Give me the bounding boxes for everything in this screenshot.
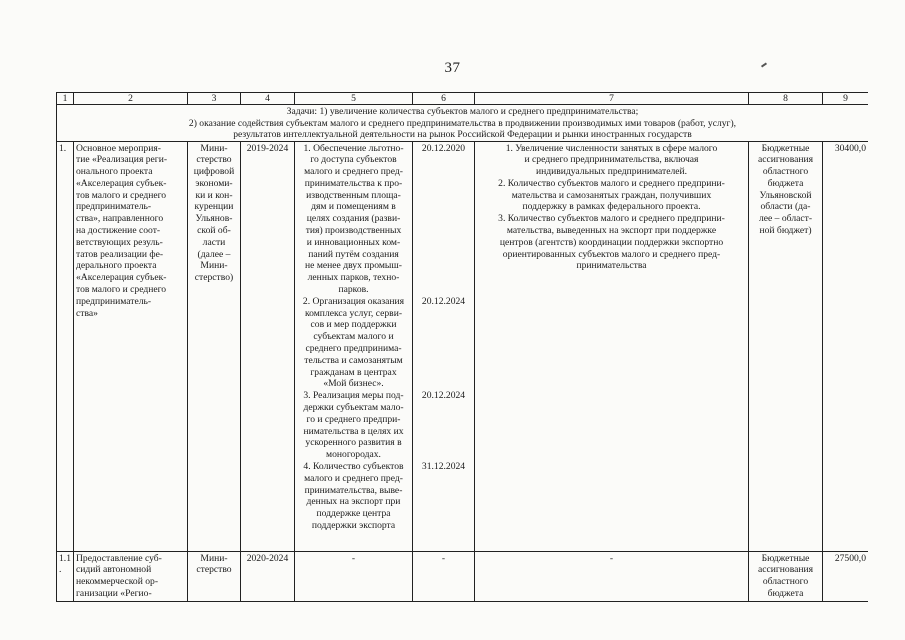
text-line: и инновационных ком- (306, 236, 401, 248)
text-line: принимательства, выве- (304, 484, 403, 496)
text-line: куренции (194, 201, 234, 213)
text-line: сидий автономной (76, 564, 152, 576)
row-number: 1. (57, 141, 74, 551)
text-line: ства» (76, 307, 98, 319)
text-line: ной бюджет) (759, 225, 812, 237)
event-date: 20.12.2020 (421, 142, 466, 154)
text-line: целях создания (разви- (306, 213, 401, 225)
event-item (297, 143, 410, 296)
text-line: и среднего предпринимательства, включая (524, 154, 699, 166)
dates-cell (413, 141, 475, 551)
measure-name (74, 141, 188, 551)
text-line: го и среднего предпри- (306, 413, 401, 425)
text-line: некоммерческой ор- (76, 576, 159, 588)
text-line: дям и помещениям в (311, 201, 396, 213)
text-line: ской об- (197, 225, 231, 237)
text-line: Бюджетные (761, 142, 810, 154)
text-line: 1. Обеспечение льготно- (303, 142, 404, 154)
text-line: среднего предпринима- (305, 343, 402, 355)
text-line: нимательства в целях их (303, 425, 404, 437)
text-line: ассигнования (757, 154, 814, 166)
text-line: цифровой (193, 166, 235, 178)
period: 2020-2024 (241, 551, 295, 601)
text-line: малого и среднего пред- (304, 166, 403, 178)
text-line: дерального проекта (76, 260, 157, 272)
tasks-line: результатов интеллектуальной деятельности на рынок Российской Федерации и рынки иностранных государств (233, 129, 692, 140)
funding-source (749, 141, 823, 551)
spacer (415, 402, 472, 461)
events-cell (295, 141, 413, 551)
text-line: (далее – (197, 248, 231, 260)
executor (188, 141, 241, 551)
column-number: 5 (295, 93, 413, 105)
text-line: ства», направленного (76, 213, 164, 225)
tasks-line: Задачи: 1) увеличение количества субъектов малого и среднего предпринимательства; (286, 106, 639, 117)
text-line: татов реализации фе- (76, 248, 164, 260)
column-number: 4 (241, 93, 295, 105)
text-line: изводственным площа- (306, 189, 401, 201)
text-line: Ульянов- (195, 213, 233, 225)
column-number: 2 (74, 93, 188, 105)
text-line: стерство) (194, 272, 234, 284)
text-line: ориентированных субъектов малого и среднего пред- (502, 248, 721, 260)
text-line: гражданам в центрах (310, 366, 397, 378)
text-line: «Мой бизнес». (323, 378, 384, 390)
spacer (415, 308, 472, 391)
text-line: бюджета (767, 587, 804, 599)
text-line: лее – област- (758, 213, 813, 225)
text-line: Мини- (200, 552, 228, 564)
event-dash: - (295, 551, 413, 601)
text-line: ки и кон- (195, 189, 233, 201)
text-line: предприниматель- (76, 295, 152, 307)
text-line: денных на экспорт при (306, 496, 401, 508)
text-line: ласти (202, 236, 226, 248)
text-line: центров (агентств) координации поддержки экспортно (499, 236, 724, 248)
column-number: 1 (57, 93, 74, 105)
funding-source (749, 551, 823, 601)
text-line: ассигнования (757, 564, 814, 576)
text-line: экономи- (195, 177, 233, 189)
date-dash: - (413, 551, 475, 601)
measure-name (74, 551, 188, 601)
text-line: не менее двух промыш- (305, 260, 402, 272)
period: 2019-2024 (241, 141, 295, 551)
text-line: Основное мероприя- (76, 142, 161, 154)
event-item (297, 390, 410, 461)
spacer (415, 154, 472, 296)
text-line: областного (762, 576, 809, 588)
table-row (57, 141, 869, 551)
text-line: индивидуальных предпринимателей. (535, 166, 688, 178)
text-line: ускоренного развития в (305, 437, 402, 449)
column-number: 7 (475, 93, 749, 105)
text-line: поддержку в рамках федерального проекта. (522, 201, 701, 213)
event-date: 20.12.2024 (421, 295, 466, 307)
amount: 27500,0 (823, 551, 869, 601)
text-line: парков. (338, 284, 369, 296)
text-line: тельства и самозанятым (304, 354, 403, 366)
text-line: паний путём создания (308, 248, 399, 260)
text-line: бюджета (767, 177, 804, 189)
text-line: «Акселерация субъек- (76, 272, 167, 284)
text-line: поддержки экспорта (311, 520, 396, 531)
text-line: моногородах. (326, 449, 381, 461)
text-line: Предоставление суб- (76, 552, 162, 564)
amount: 30400,0 (823, 141, 869, 551)
text-line: сов и мер поддержки (310, 319, 397, 331)
column-number-row (57, 93, 869, 105)
text-line: принимательства к про- (304, 177, 403, 189)
text-line: держки субъектам мало- (303, 402, 404, 414)
text-line: Ульяновской (759, 189, 812, 201)
page-number: 37 (444, 60, 461, 76)
column-number: 9 (823, 93, 869, 105)
row-number: 1.1. (57, 551, 74, 601)
text-line: предприниматель- (76, 201, 152, 213)
executor (188, 551, 241, 601)
indicators-cell (475, 141, 749, 551)
event-item (297, 296, 410, 390)
text-line: Бюджетные (761, 552, 810, 564)
text-line: 3. Количество субъектов малого и среднего предприни- (498, 213, 725, 225)
column-number: 6 (413, 93, 475, 105)
text-line: на достижение соот- (76, 225, 161, 237)
text-line: областного (762, 166, 809, 178)
text-line: комплекса услуг, серви- (304, 307, 403, 319)
text-line: 3. Реализация меры под- (303, 390, 404, 402)
document-table-frame (56, 92, 868, 640)
text-line: 4. Количество субъектов (303, 461, 404, 473)
text-line: субъектам малого и (313, 331, 394, 343)
text-line: мательства, выведенных на экспорт при поддержке (506, 225, 717, 237)
event-date: 20.12.2024 (421, 390, 466, 402)
text-line: ленных парков, техно- (307, 272, 400, 284)
text-line: поддержке центра (316, 508, 391, 520)
tasks-row (57, 105, 869, 142)
text-line: стерство (196, 564, 232, 576)
text-line: ганизации «Регио- (76, 587, 152, 599)
tasks-cell (57, 105, 869, 142)
text-line: малого и среднего пред- (304, 472, 403, 484)
text-line: тие «Реализация реги- (76, 154, 168, 166)
text-line: области (да- (760, 201, 811, 213)
text-line: тия) производственных (305, 225, 402, 237)
text-line: мательства и самозанятых граждан, получивших (511, 189, 712, 201)
text-line: Мини- (200, 142, 228, 154)
table-row (57, 551, 869, 601)
text-line: Мини- (200, 260, 228, 272)
event-date: 31.12.2024 (421, 461, 466, 473)
text-line: го доступа субъектов (310, 154, 397, 166)
tasks-line: 2) оказание содействия субъектам малого и среднего предпринимательства в продвижении производимых ими товаров (работ, услуг), (188, 117, 737, 129)
text-line: онального проекта (76, 166, 153, 178)
text-line: 2. Количество субъектов малого и среднего предприни- (498, 177, 725, 189)
column-number: 3 (188, 93, 241, 105)
text-line: 1. Увеличение численности занятых в сфере малого (505, 142, 718, 154)
measures-table (56, 92, 868, 602)
column-number: 8 (749, 93, 823, 105)
text-line: ветствующих резуль- (76, 236, 163, 248)
text-line: стерство (196, 154, 232, 166)
text-line: тов малого и среднего (76, 284, 167, 296)
text-line: принимательства (576, 260, 647, 272)
indicator-dash: - (475, 551, 749, 601)
text-line: «Акселерация субъек- (76, 177, 167, 189)
event-item (297, 461, 410, 532)
text-line: тов малого и среднего (76, 189, 167, 201)
text-line: 2. Организация оказания (302, 295, 405, 307)
